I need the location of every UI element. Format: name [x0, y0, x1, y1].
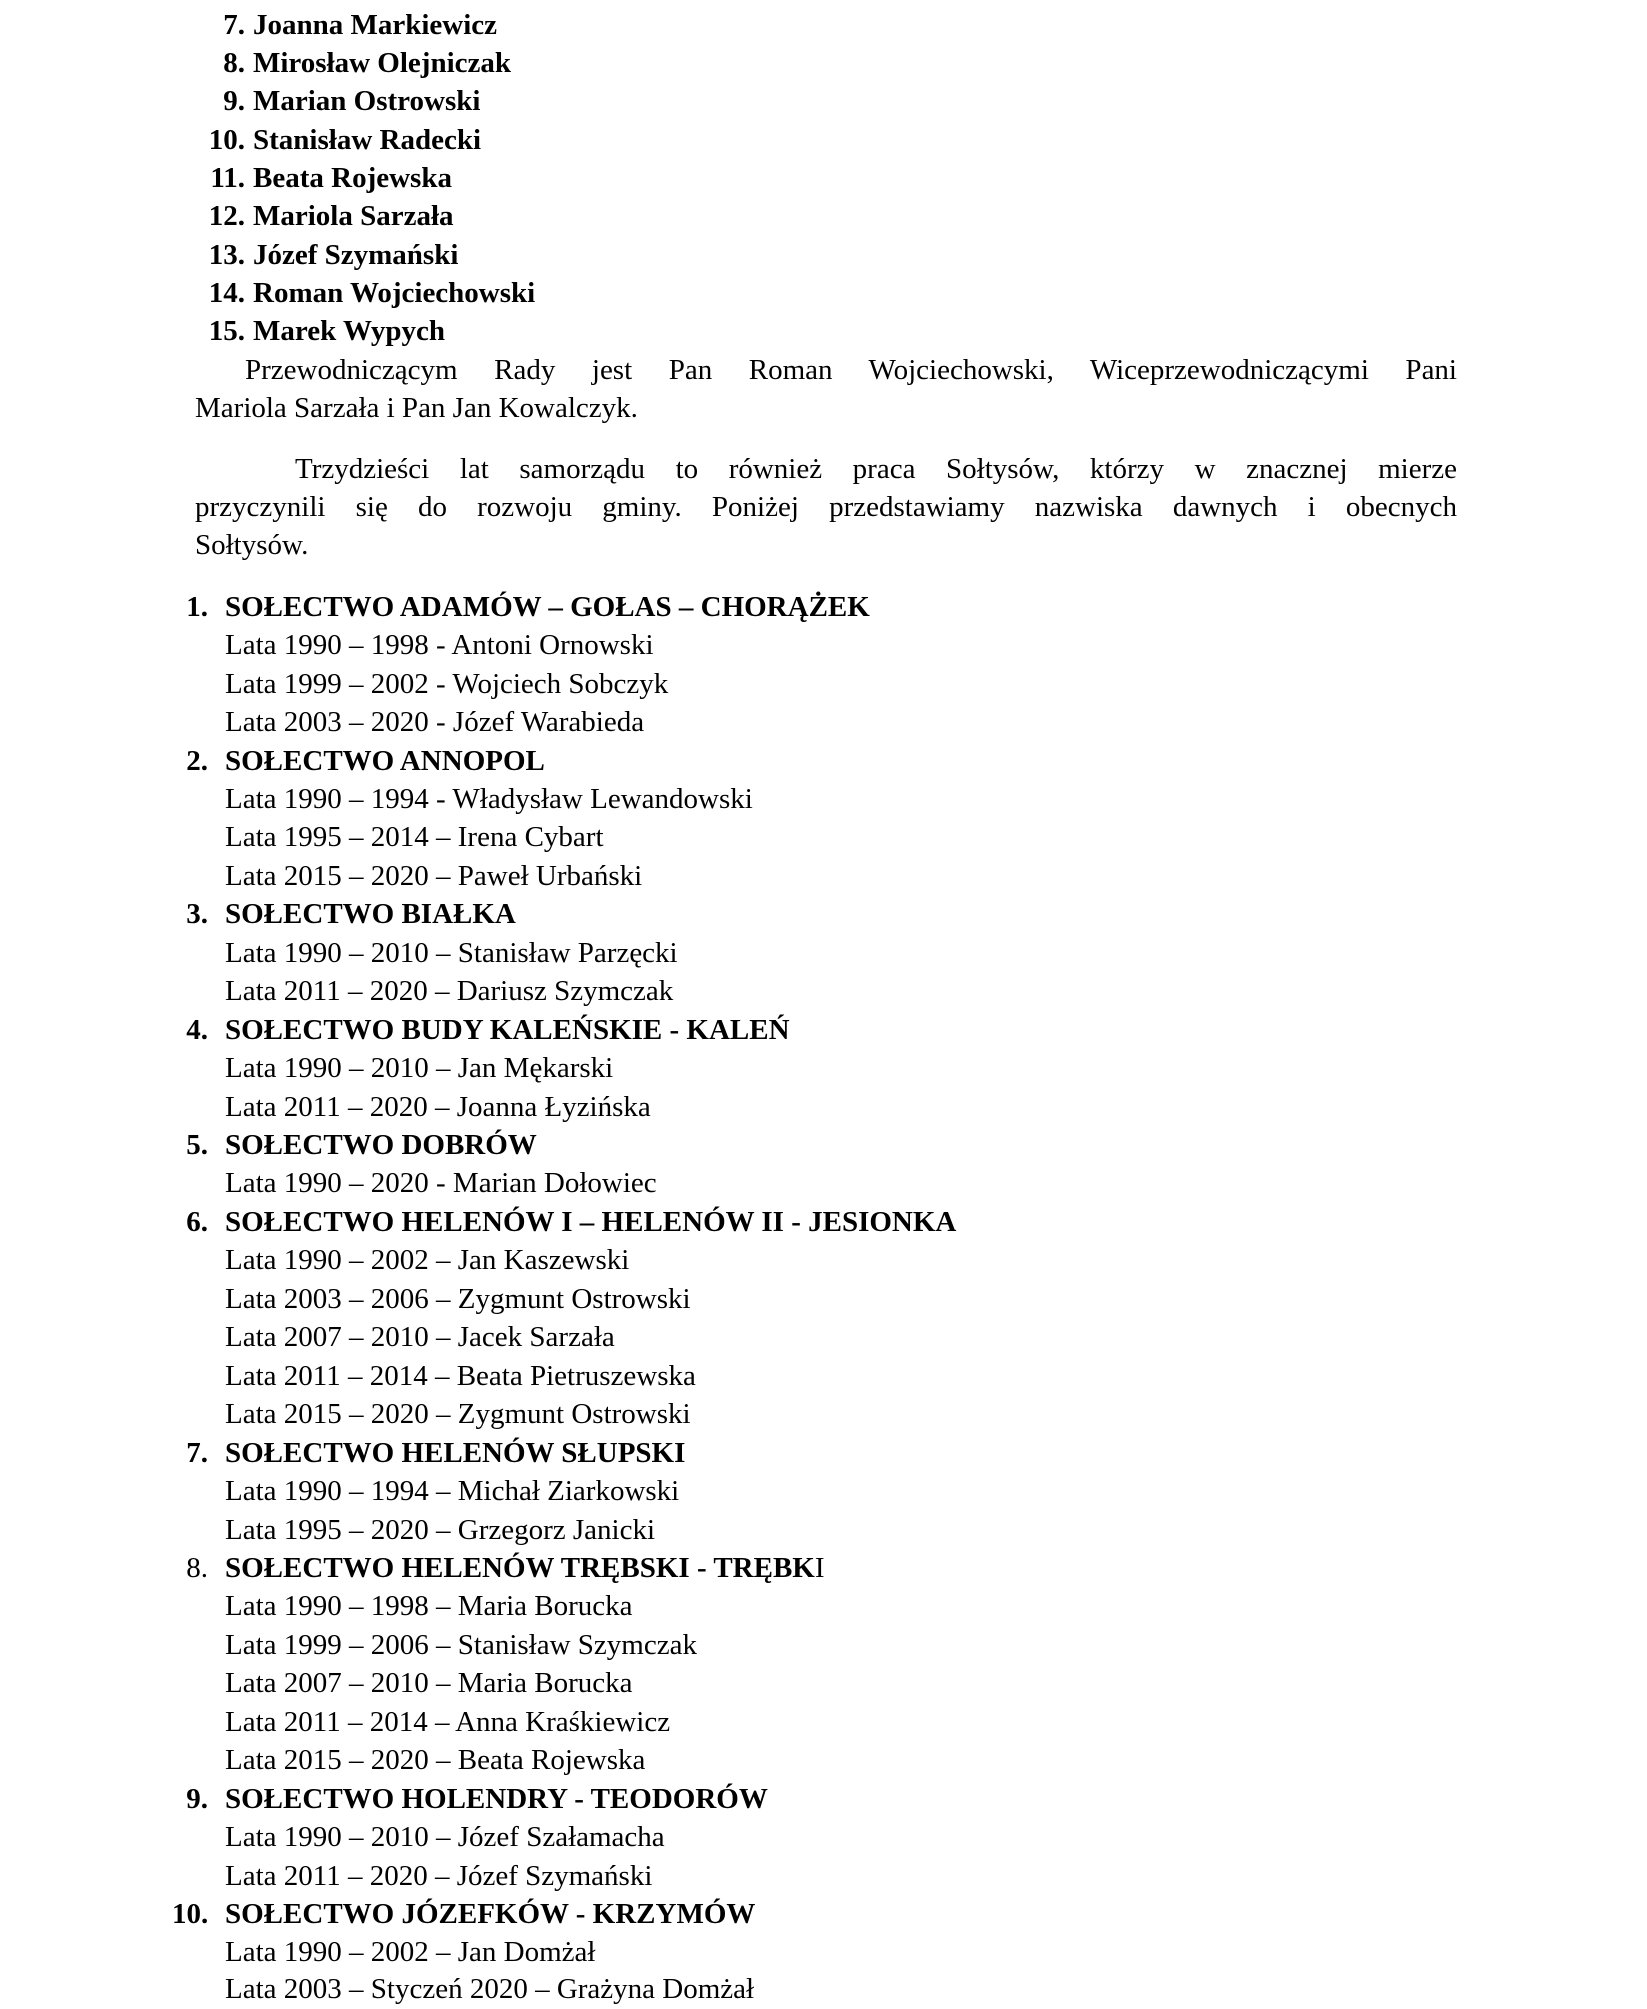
council-member-number: 10. [208, 124, 245, 156]
section-title: SOŁECTWO HOLENDRY - TEODORÓW [225, 1783, 768, 1815]
section-entry: Lata 2003 – 2006 – Zygmunt Ostrowski [225, 1283, 691, 1315]
section-number: 4. [186, 1014, 208, 1046]
section-number: 10. [172, 1898, 209, 1930]
paragraph-line: Trzydzieści lat samorządu to również praca Sołtysów, którzy w znacznej mierze [295, 453, 1457, 485]
section-entry: Lata 2007 – 2010 – Jacek Sarzała [225, 1321, 615, 1353]
council-member-name: Stanisław Radecki [253, 124, 482, 156]
section-entry: Lata 2011 – 2014 – Anna Kraśkiewicz [225, 1706, 671, 1738]
section-number: 5. [186, 1129, 208, 1161]
section-title: SOŁECTWO ADAMÓW – GOŁAS – CHORĄŻEK [225, 591, 870, 623]
section-title: SOŁECTWO HELENÓW SŁUPSKI [225, 1437, 686, 1469]
section-number: 1. [186, 591, 208, 623]
section-heading [0, 1780, 1647, 1818]
section-title: SOŁECTWO HELENÓW I – HELENÓW II - JESIONKA [225, 1206, 957, 1238]
council-member-name: Mirosław Olejniczak [253, 47, 512, 79]
section-heading [0, 742, 1647, 780]
section-heading [0, 1203, 1647, 1241]
section-entry: Lata 2011 – 2020 – Joanna Łyzińska [225, 1091, 651, 1123]
council-member-number: 11. [210, 162, 245, 194]
paragraph-line: Sołtysów. [195, 529, 309, 561]
section-heading [0, 1895, 1647, 1933]
section-number: 9. [186, 1783, 208, 1815]
council-member [195, 197, 454, 235]
council-member [195, 6, 497, 44]
section-entry: Lata 1995 – 2014 – Irena Cybart [225, 821, 604, 853]
section-entry: Lata 1999 – 2002 - Wojciech Sobczyk [225, 668, 669, 700]
section-heading [0, 588, 1647, 626]
section-entry: Lata 2011 – 2020 – Józef Szymański [225, 1860, 653, 1892]
council-member [195, 121, 481, 159]
council-member [195, 159, 452, 197]
section-number: 2. [186, 745, 208, 777]
section-entry: Lata 2003 – Styczeń 2020 – Grażyna Domżał [225, 1973, 755, 2005]
council-member-name: Marian Ostrowski [253, 85, 481, 117]
section-title-tail: I [814, 1552, 825, 1584]
section-entry: Lata 2015 – 2020 – Paweł Urbański [225, 860, 643, 892]
council-member-number: 7. [223, 9, 245, 41]
section-entry: Lata 2007 – 2010 – Maria Borucka [225, 1667, 633, 1699]
section-entry: Lata 2011 – 2020 – Dariusz Szymczak [225, 975, 674, 1007]
section-number: 7. [186, 1437, 208, 1469]
section-heading [0, 895, 1647, 933]
section-entry: Lata 1990 – 2010 – Jan Mękarski [225, 1052, 614, 1084]
section-entry: Lata 1999 – 2006 – Stanisław Szymczak [225, 1629, 697, 1661]
section-heading [0, 1549, 1647, 1587]
section-heading [0, 1011, 1647, 1049]
section-title: SOŁECTWO BIAŁKA [225, 898, 516, 930]
council-member-name: Roman Wojciechowski [253, 277, 536, 309]
paragraph-line: przyczynili się do rozwoju gminy. Poniżej przedstawiamy nazwiska dawnych i obecnych [195, 491, 1457, 523]
section-number: 8. [186, 1552, 208, 1584]
council-member-name: Joanna Markiewicz [253, 9, 498, 41]
section-title [225, 1549, 825, 1587]
section-entry: Lata 2015 – 2020 – Zygmunt Ostrowski [225, 1398, 691, 1430]
section-entry: Lata 1990 – 1994 - Władysław Lewandowski [225, 783, 753, 815]
council-member [195, 274, 535, 312]
section-title: SOŁECTWO JÓZEFKÓW - KRZYMÓW [225, 1898, 756, 1930]
council-member [195, 312, 445, 350]
section-entry: Lata 2015 – 2020 – Beata Rojewska [225, 1744, 646, 1776]
section-entry: Lata 1990 – 2010 – Stanisław Parzęcki [225, 937, 678, 969]
section-entry: Lata 1990 – 2002 – Jan Domżał [225, 1936, 596, 1968]
paragraph-line: Przewodniczącym Rady jest Pan Roman Wojciechowski, Wiceprzewodniczącymi Pani [245, 354, 1457, 386]
section-entry: Lata 2003 – 2020 - Józef Warabieda [225, 706, 645, 738]
section-entry: Lata 1990 – 1998 – Maria Borucka [225, 1590, 633, 1622]
section-title: SOŁECTWO DOBRÓW [225, 1129, 537, 1161]
council-member [195, 236, 458, 274]
council-member-number: 8. [223, 47, 245, 79]
council-member-name: Józef Szymański [253, 239, 459, 271]
section-heading [0, 1434, 1647, 1472]
section-entry: Lata 1990 – 2002 – Jan Kaszewski [225, 1244, 630, 1276]
council-member-number: 15. [208, 315, 245, 347]
section-number: 6. [186, 1206, 208, 1238]
council-member-number: 13. [208, 239, 245, 271]
section-title: SOŁECTWO ANNOPOL [225, 745, 545, 777]
council-member [195, 82, 480, 120]
council-member-number: 9. [223, 85, 245, 117]
section-title: SOŁECTWO BUDY KALEŃSKIE - KALEŃ [225, 1014, 790, 1046]
council-member-name: Mariola Sarzała [253, 200, 454, 232]
section-entry: Lata 1990 – 2020 - Marian Dołowiec [225, 1167, 657, 1199]
section-heading [0, 1126, 1647, 1164]
section-entry: Lata 1990 – 1998 - Antoni Ornowski [225, 629, 654, 661]
section-number: 3. [186, 898, 208, 930]
council-member-number: 14. [208, 277, 245, 309]
section-entry: Lata 1995 – 2020 – Grzegorz Janicki [225, 1514, 656, 1546]
section-entry: Lata 1990 – 2010 – Józef Szałamacha [225, 1821, 665, 1853]
section-entry: Lata 1990 – 1994 – Michał Ziarkowski [225, 1475, 680, 1507]
council-member-name: Beata Rojewska [253, 162, 452, 194]
council-member [195, 44, 511, 82]
section-entry: Lata 2011 – 2014 – Beata Pietruszewska [225, 1360, 696, 1392]
section-title-text: SOŁECTWO HELENÓW TRĘBSKI - TRĘBK [225, 1552, 815, 1584]
paragraph-line: Mariola Sarzała i Pan Jan Kowalczyk. [195, 392, 638, 424]
council-member-name: Marek Wypych [253, 315, 445, 347]
council-member-number: 12. [208, 200, 245, 232]
